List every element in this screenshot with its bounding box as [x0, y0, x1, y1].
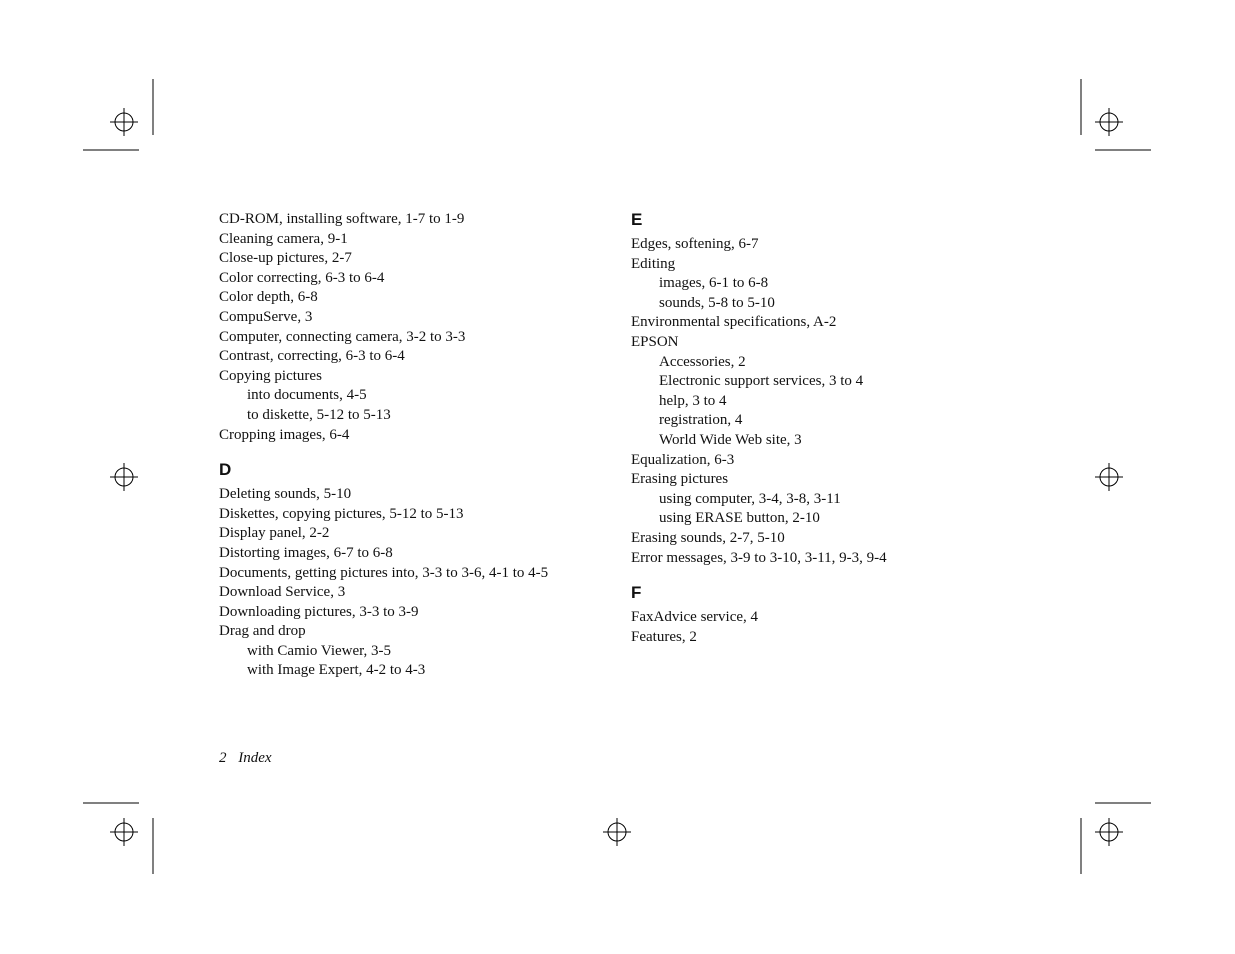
index-entry: Editing	[631, 255, 676, 272]
index-entry: Environmental specifications, A-2	[631, 314, 837, 331]
index-subentry: with Camio Viewer, 3-5	[247, 642, 392, 659]
index-entry: Error messages, 3-9 to 3-10, 3-11, 9-3, 9-4	[631, 549, 887, 566]
index-entry: Downloading pictures, 3-3 to 3-9	[219, 603, 419, 620]
index-entry: Distorting images, 6-7 to 6-8	[219, 544, 393, 561]
index-entry: Diskettes, copying pictures, 5-12 to 5-13	[219, 505, 464, 522]
index-entry: Download Service, 3	[219, 584, 346, 601]
index-letter-heading: D	[219, 460, 232, 480]
index-subentry: help, 3 to 4	[659, 392, 727, 409]
index-entry: Drag and drop	[219, 623, 306, 640]
index-subentry: images, 6-1 to 6-8	[659, 275, 769, 292]
footer-section-title: Index	[238, 750, 272, 766]
index-entry: Erasing pictures	[631, 471, 729, 488]
index-entry: Contrast, correcting, 6-3 to 6-4	[219, 348, 405, 365]
index-subentry: using computer, 3-4, 3-8, 3-11	[659, 490, 841, 507]
index-entry: Cleaning camera, 9-1	[219, 230, 348, 247]
index-letter-heading: F	[631, 583, 642, 603]
index-entry: Copying pictures	[219, 367, 322, 384]
index-column-right	[631, 210, 1051, 647]
index-entry: Computer, connecting camera, 3-2 to 3-3	[219, 328, 466, 345]
index-entry: Close-up pictures, 2-7	[219, 250, 352, 267]
index-column-left	[219, 210, 609, 681]
page-number: 2	[219, 750, 227, 766]
index-subentry: registration, 4	[659, 412, 743, 429]
index-entry: Erasing sounds, 2-7, 5-10	[631, 529, 785, 546]
index-subentry: with Image Expert, 4-2 to 4-3	[247, 662, 426, 679]
index-subentry: sounds, 5-8 to 5-10	[659, 294, 775, 311]
index-subentry: using ERASE button, 2-10	[659, 510, 820, 527]
index-entry: Color depth, 6-8	[219, 289, 318, 306]
index-subentry: World Wide Web site, 3	[659, 431, 802, 448]
index-entry: Equalization, 6-3	[631, 451, 735, 468]
index-subentry: to diskette, 5-12 to 5-13	[247, 406, 391, 423]
index-subentry: into documents, 4-5	[247, 387, 367, 404]
index-entry: Features, 2	[631, 628, 697, 645]
page-footer	[219, 750, 272, 767]
index-subentry: Electronic support services, 3 to 4	[659, 373, 864, 390]
index-entry: Deleting sounds, 5-10	[219, 486, 352, 503]
index-entry: EPSON	[631, 333, 679, 350]
index-letter-heading: E	[631, 210, 643, 229]
index-entry: Color correcting, 6-3 to 6-4	[219, 269, 385, 286]
index-entry: Display panel, 2-2	[219, 525, 330, 542]
index-entry: Edges, softening, 6-7	[631, 236, 759, 252]
index-entry: CD-ROM, installing software, 1-7 to 1-9	[219, 211, 465, 227]
index-entry: Cropping images, 6-4	[219, 426, 350, 443]
index-subentry: Accessories, 2	[659, 353, 746, 370]
index-entry: FaxAdvice service, 4	[631, 609, 759, 626]
index-entry: Documents, getting pictures into, 3-3 to 3-6, 4-1 to 4-5	[219, 564, 549, 581]
index-entry: CompuServe, 3	[219, 308, 313, 325]
